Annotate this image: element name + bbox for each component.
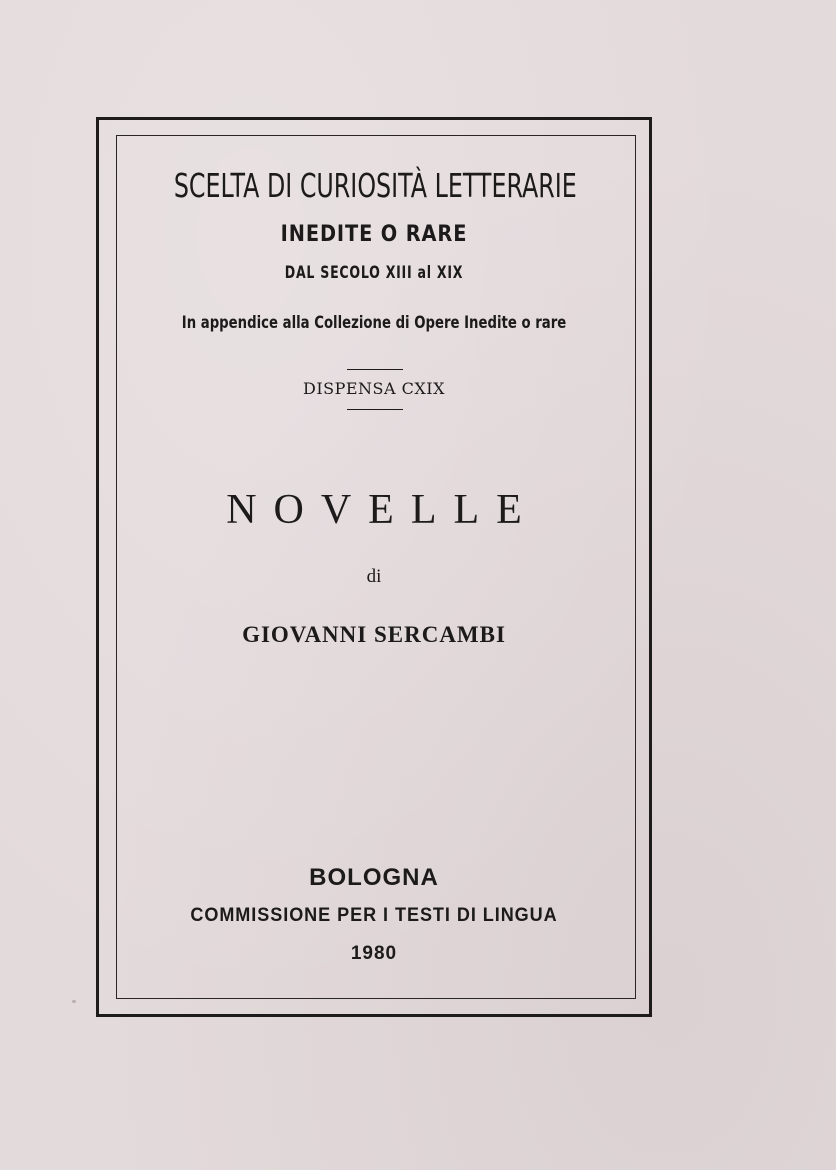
issue-number: DISPENSA CXIX — [303, 379, 445, 398]
series-period: DAL SECOLO XIII al XIX — [284, 263, 464, 283]
publisher-name: COMMISSIONE PER I TESTI DI LINGUA — [190, 905, 558, 926]
work-title: NOVELLE — [226, 487, 539, 533]
divider-top — [347, 369, 403, 370]
series-subtitle: INEDITE O RARE — [280, 222, 468, 247]
divider-bottom — [347, 409, 403, 410]
paper-speck — [72, 1000, 76, 1003]
author-preposition: di — [366, 566, 382, 587]
publication-city: BOLOGNA — [309, 864, 439, 891]
publication-year: 1980 — [350, 943, 398, 964]
appendix-note: In appendice alla Collezione di Opere Inedite o rare — [181, 313, 567, 333]
series-title: SCELTA DI CURIOSITÀ LETTERARIE — [173, 166, 577, 205]
author-name: GIOVANNI SERCAMBI — [242, 622, 506, 647]
